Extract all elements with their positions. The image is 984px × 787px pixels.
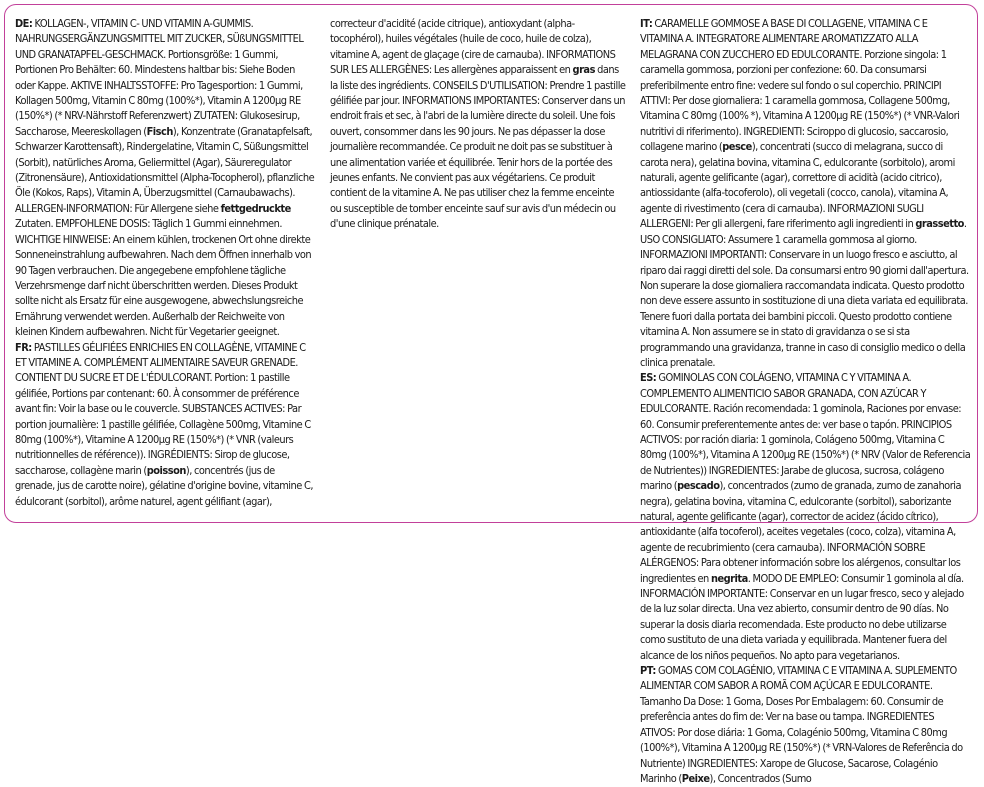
pt-text-2: ), Concentrados (Sumo (709, 772, 812, 785)
section-pt (640, 664, 971, 787)
it-text-1: CARAMELLE GOMMOSE A BASE DI COLLAGENE, VITAMINA C E VITAMINA A. INTEGRATORE ALIMENTARE AROMATIZZATO ALLA MELAGRANA CON ZUCCHERO ED EDULCORANTE. Porzione singola: 1 caramella gommosa, porzioni per confezione: 60. Da consumarsi preferibilmente entro fine: vedere sul fondo o sul coperchio. PRINCIPI ATTIVI: Per dose giornaliera: 1 caramella gommosa, Collagene 500mg, Vitamina C 80mg (100% *), Vitamina A 1200µg RE (150%*) (* VNR-Valori nutritivi di riferimento). INGREDIENTI: Sciroppo di glucosio, saccarosio, collagene marino ( (640, 18, 960, 154)
lang-code-it: IT: (640, 18, 653, 30)
pt-text-1: GOMAS COM COLAGÉNIO, VITAMINA C E VITAMINA A. SUPLEMENTO ALIMENTAR COM SABOR A ROMÃ COM AÇÚCAR E EDULCORANTE. Tamanho Da Dose: 1 Goma, Doses Por Embalagem: 60. Consumir de preferência antes do fim de: Ver na base ou tampa. INGREDIENTES ATIVOS: Por dose diária: 1 Goma, Colagénio 500mg, Vitamina C 80mg (100%*), Vitamina A 1200µg RE (150%*) (* VRN-Valores de Referência do Nutriente) INGREDIENTES: Xarope de Glucose, Sacarose, Colagénio Marinho ( (640, 665, 963, 785)
it-allergen: pesce (722, 141, 752, 154)
lang-code-pt: PT: (640, 665, 656, 678)
es-allergen: pescado (677, 480, 720, 493)
section-fr-cont (330, 17, 626, 233)
lang-code-fr: FR: (15, 341, 32, 354)
fr-text-2: ), concentrés (jus de grenade, jus de carotte noire), gélatine d'origine bovine, vitamine C, édulcorant (sorbitol), arôme naturel, agent gélifiant (agar), (15, 464, 313, 508)
it-bold-word: grassetto (915, 218, 964, 231)
section-it (640, 17, 971, 371)
fr-text-1: PASTILLES GÉLIFIÉES ENRICHIES EN COLLAGÈNE, VITAMINE C ET VITAMINE A. COMPLÉMENT ALIMENTAIRE SAVEUR GRENADE. CONTIENT DU SUCRE ET DE L'ÉDULCORANT. Portion: 1 pastille gélifiée, Portions par contenant: 60. À consommer de préférence avant fin: Voir la base ou le couvercle. SUBSTANCES ACTIVES: Par portion journalière: 1 pastille gélifiée, Collagène 500mg, Vitamine C 80mg (100%*), Vitamine A 1200µg RE (150%*) (* VNR (valeurs nutritionnelles de référence)). INGRÉDIENTS: Sirop de glucose, saccharose, collagène marin ( (15, 341, 311, 477)
it-text-2: ), concentrati (succo di melagrana, succo di carota nera), gelatina bovina, vitamina C, edulcorante (sorbitolo), aromi naturali, agente gelificante (agar), correttore di acidità (acido citrico), antiossidante (alfa-tocoferolo), oli vegetali (cocco, canola), vitamina A, agente di rivestimento (cera di carnauba). INFORMAZIONI SUGLI ALLERGENI: Per gli allergeni, fare riferimento agli ingredienti in (640, 141, 955, 231)
lang-code-es: ES: (640, 372, 657, 385)
de-text-1: KOLLAGEN-, VITAMIN C- UND VITAMIN A-GUMMIS. NAHRUNGSERGÄNZUNGSMITTEL MIT ZUCKER, SÜßUNGSMITTEL UND GRANATAPFEL-GESCHMACK. Portionsgröße: 1 Gummi, Portionen Pro Behälter: 60. Mindestens haltbar bis: Siehe Boden oder Kappe. AKTIVE INHALTSSTOFFE: Pro Tagesportion: 1 Gummi, Kollagen 500mg, Vitamin C 80mg (100%*), Vitamin A 1200µg RE (150%*) (* NRV-Nährstoff Referenzwert) ZUTATEN: Glukosesirup, Saccharose, Meereskollagen ( (15, 18, 304, 138)
es-text-1: GOMINOLAS CON COLÁGENO, VITAMINA C Y VITAMINA A. COMPLEMENTO ALIMENTICIO SABOR GRANADA, CON AZÚCAR Y EDULCORANTE. Ración recomendada: 1 gominola, Raciones por envase: 60. Consumir preferentemente antes de: ver base o tapón. PRINCIPIOS ACTIVOS: por ración diaria: 1 gominola, Colágeno 500mg, Vitamina C 80mg (100%*), Vitamina A 1200µg RE (150%*) (* NRV (Valor de Referencia de Nutrientes)) INGREDIENTES: Jarabe de glucosa, sucrosa, colágeno marino ( (640, 372, 971, 493)
de-text-2: ), Konzentrate (Granatapfelsaft, Schwarzer Karottensaft), Rindergelatine, Vitamin C, Süßungsmittel (Sorbit), natürliches Aroma, Geliermittel (Agar), Säureregulator (Zitronensäure), Antioxidationsmittel (Alpha-Tocopherol), pflanzliche Öle (Kokos, Raps), Vitamin A, Überzugsmittel (Carnaubawachs). ALLERGEN-INFORMATION: Für Allergene siehe (15, 125, 315, 215)
label-column-1 (15, 17, 314, 518)
es-bold-word: negrita (710, 572, 748, 585)
fr-bold-word: gras (572, 64, 595, 77)
it-text-3: . USO CONSIGLIATO: Assumere 1 caramella gommosa al giorno. INFORMAZIONI IMPORTANTI: Conservare in un luogo fresco e asciutto, al riparo dai raggi diretti del sole. Da consumarsi entro 90 giorni dall'apertura. Non superare la dose giornaliera raccomandata indicata. Questo prodotto non deve essere assunto in sostituzione di una dieta variata ed equilibrata. Tenere fuori dalla portata dei bambini piccoli. Questo prodotto contiene vitamina A. Non assumere se in stato di gravidanza o se si sta programmando una gravidanza, tranne in caso di consiglio medico o della clinica prenatale. (640, 218, 969, 369)
fr-text-3: dans la liste des ingrédients. CONSEILS D'UTILISATION: Prendre 1 pastille gélifiée par jour. INFORMATIONS IMPORTANTES: Conserver dans un endroit frais et sec, à l'abri de la lumière directe du soleil. Une fois ouvert, consommer dans les 90 jours. Ne pas dépasser la dose journalière recommandée. Ce produit ne doit pas se substituer à une alimentation variée et équilibrée. Tenir hors de la portée des jeunes enfants. Ne convient pas aux végétariens. Ce produit contient de la vitamine A. Ne pas utiliser chez la femme enceinte ou susceptible de tomber enceinte sauf sur avis d'un médecin ou d'une clinique prénatale. (330, 64, 626, 231)
fr-text-2: correcteur d'acidité (acide citrique), antioxydant (alpha-tocophérol), huiles végétales (huile de coco, huile de colza), vitamine A, agent de glaçage (cire de carnauba). INFORMATIONS SUR LES ALLERGÈNES: Les allergènes apparaissent en (330, 18, 616, 77)
lang-code-de: DE: (15, 18, 33, 30)
es-text-3: . MODO DE EMPLEO: Consumir 1 gominola al día. INFORMACIÓN IMPORTANTE: Conservar en un lugar fresco, seco y alejado de la luz solar directa. Una vez abierto, consumir dentro de 90 días. No superar la dosis diaria recomendada. Este producto no debe utilizarse como sustituto de una dieta variada y equilibrada. Mantener fuera del alcance de los niños pequeños. No apto para vegetarianos. (640, 572, 964, 662)
label-column-2 (330, 17, 626, 518)
de-text-3: Zutaten. EMPFOHLENE DOSIS: Täglich 1 Gummi einnehmen. WICHTIGE HINWEISE: An einem kühlen, trockenen Ort ohne direkte Sonneneinstrahlung aufbewahren. Nach dem Öffnen innerhalb von 90 Tagen verbrauchen. Die angegebene empfohlene tägliche Verzehrsmenge darf nicht überschritten werden. Dieses Produkt sollte nicht als Ersatz für eine ausgewogene, abwechslungsreiche Ernährung verwendet werden. Außerhalb der Reichweite von kleinen Kindern aufbewahren. Nicht für Vegetarier geeignet. (15, 218, 312, 339)
pt-allergen: Peixe (681, 772, 710, 785)
es-text-2: ), concentrados (zumo de granada, zumo de zanahoria negra), gelatina bovina, vitamina C, edulcorante (sorbitol), saborizante natural, agente gelificante (agar), corrector de acidez (ácido cítrico), antioxidante (alfa tocoferol), aceites vegetales (coco, colza), vitamina A, agente de recubrimiento (cera carnauba). INFORMACIÓN SOBRE ALÉRGENOS: Para obtener información sobre los alérgenos, consultar los ingredientes en (640, 480, 961, 585)
de-allergen: Fisch (146, 125, 173, 138)
label-column-3 (640, 17, 971, 785)
de-bold-word: fettgedruckte (220, 202, 291, 215)
section-de (15, 17, 314, 341)
product-label (4, 4, 978, 785)
section-es (640, 371, 971, 664)
section-fr (15, 341, 314, 510)
fr-allergen: poisson (146, 464, 186, 477)
